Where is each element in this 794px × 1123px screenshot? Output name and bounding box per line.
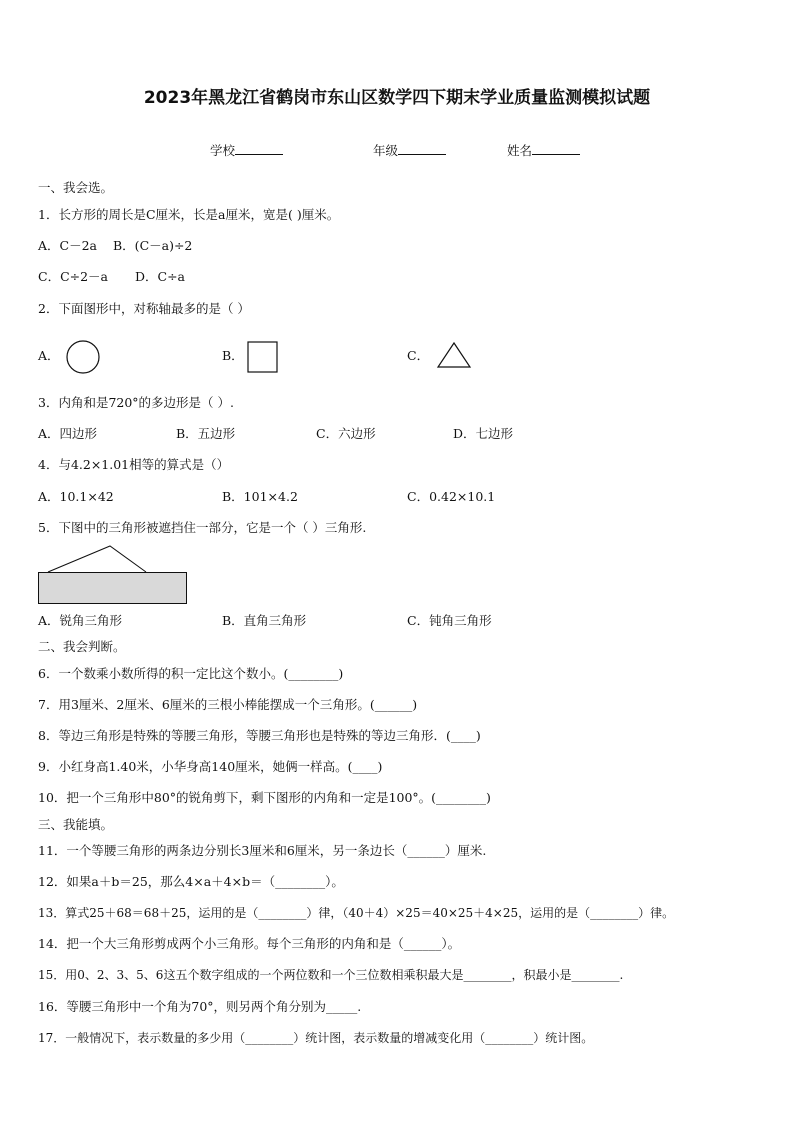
question-5: 5．下图中的三角形被遮挡住一部分，它是一个（ ）三角形.	[38, 520, 367, 535]
circle-shape-icon	[66, 340, 100, 374]
school-blank[interactable]	[235, 143, 283, 155]
grade-blank[interactable]	[398, 143, 446, 155]
q2-option-a[interactable]: A．	[38, 348, 60, 363]
triangle-shape-icon	[437, 341, 473, 369]
question-2: 2．下面图形中，对称轴最多的是（ ）	[38, 301, 250, 316]
q1-option-c[interactable]: C．C÷2－a	[38, 269, 109, 284]
question-17: 17．一般情况下，表示数量的多少用（________）统计图，表示数量的增减变化用（________）统计图。	[38, 1031, 594, 1045]
question-10: 10．把一个三角形中80°的锐角剪下，剩下图形的内角和一定是100°。(________)	[38, 790, 491, 805]
grade-field[interactable]	[373, 143, 446, 158]
section-2-heading: 二、我会判断。	[38, 639, 126, 654]
q3-option-b[interactable]: B．五边形	[176, 426, 236, 441]
covered-triangle-figure	[38, 544, 188, 606]
q4-option-b[interactable]: B．101×4.2	[222, 489, 298, 504]
question-4: 4．与4.2×1.01相等的算式是（）	[38, 457, 230, 472]
q4-option-c[interactable]: C．0.42×10.1	[407, 489, 496, 504]
question-8: 8．等边三角形是特殊的等腰三角形，等腰三角形也是特殊的等边三角形．(____)	[38, 728, 481, 743]
q3-option-d[interactable]: D．七边形	[453, 426, 514, 441]
school-label: 学校	[210, 143, 236, 158]
square-shape-icon	[247, 341, 279, 373]
q1-option-a[interactable]: A．C－2a	[38, 238, 97, 253]
section-3-heading: 三、我能填。	[38, 817, 114, 832]
name-label: 姓名	[507, 143, 533, 158]
q2-option-c[interactable]: C．	[407, 348, 430, 363]
section-1-heading: 一、我会选。	[38, 180, 114, 195]
question-16: 16．等腰三角形中一个角为70°，则另两个角分别为_____.	[38, 999, 362, 1014]
cover-rectangle	[39, 573, 187, 604]
name-field[interactable]	[507, 143, 580, 158]
q5-option-b[interactable]: B．直角三角形	[222, 613, 307, 628]
school-field[interactable]	[210, 143, 283, 158]
grade-label: 年级	[373, 143, 399, 158]
question-6: 6．一个数乘小数所得的积一定比这个数小。(________)	[38, 666, 344, 681]
q5-option-a[interactable]: A．锐角三角形	[38, 613, 123, 628]
question-3: 3．内角和是720°的多边形是（ ）.	[38, 395, 235, 410]
q2-option-b[interactable]: B．	[222, 348, 244, 363]
q3-option-a[interactable]: A．四边形	[38, 426, 98, 441]
question-13: 13．算式25＋68＝68＋25，运用的是（________）律，（40＋4）×25＝40×25＋4×25，运用的是（________）律。	[38, 906, 675, 920]
question-1: 1．长方形的周长是C厘米，长是a厘米，宽是( )厘米。	[38, 207, 340, 222]
q5-option-c[interactable]: C．钝角三角形	[407, 613, 492, 628]
question-12: 12．如果a＋b＝25，那么4×a＋4×b＝（________）。	[38, 874, 344, 889]
question-15: 15．用0、2、3、5、6这五个数字组成的一个两位数和一个三位数相乘积最大是________，积最小是________.	[38, 968, 624, 982]
q3-option-c[interactable]: C．六边形	[316, 426, 376, 441]
question-14: 14．把一个大三角形剪成两个小三角形。每个三角形的内角和是（______）。	[38, 936, 461, 951]
q4-option-a[interactable]: A．10.1×42	[38, 489, 114, 504]
q1-option-d[interactable]: D．C÷a	[135, 269, 186, 284]
page-title: 2023年黑龙江省鹤岗市东山区数学四下期末学业质量监测模拟试题	[143, 88, 651, 108]
name-blank[interactable]	[532, 143, 580, 155]
question-9: 9．小红身高1.40米，小华身高140厘米，她俩一样高。(____)	[38, 759, 383, 774]
q1-option-b[interactable]: B．(C－a)÷2	[113, 238, 193, 253]
question-11: 11．一个等腰三角形的两条边分别长3厘米和6厘米，另一条边长（______）厘米.	[38, 843, 487, 858]
question-7: 7．用3厘米、2厘米、6厘米的三根小棒能摆成一个三角形。(______)	[38, 697, 418, 712]
